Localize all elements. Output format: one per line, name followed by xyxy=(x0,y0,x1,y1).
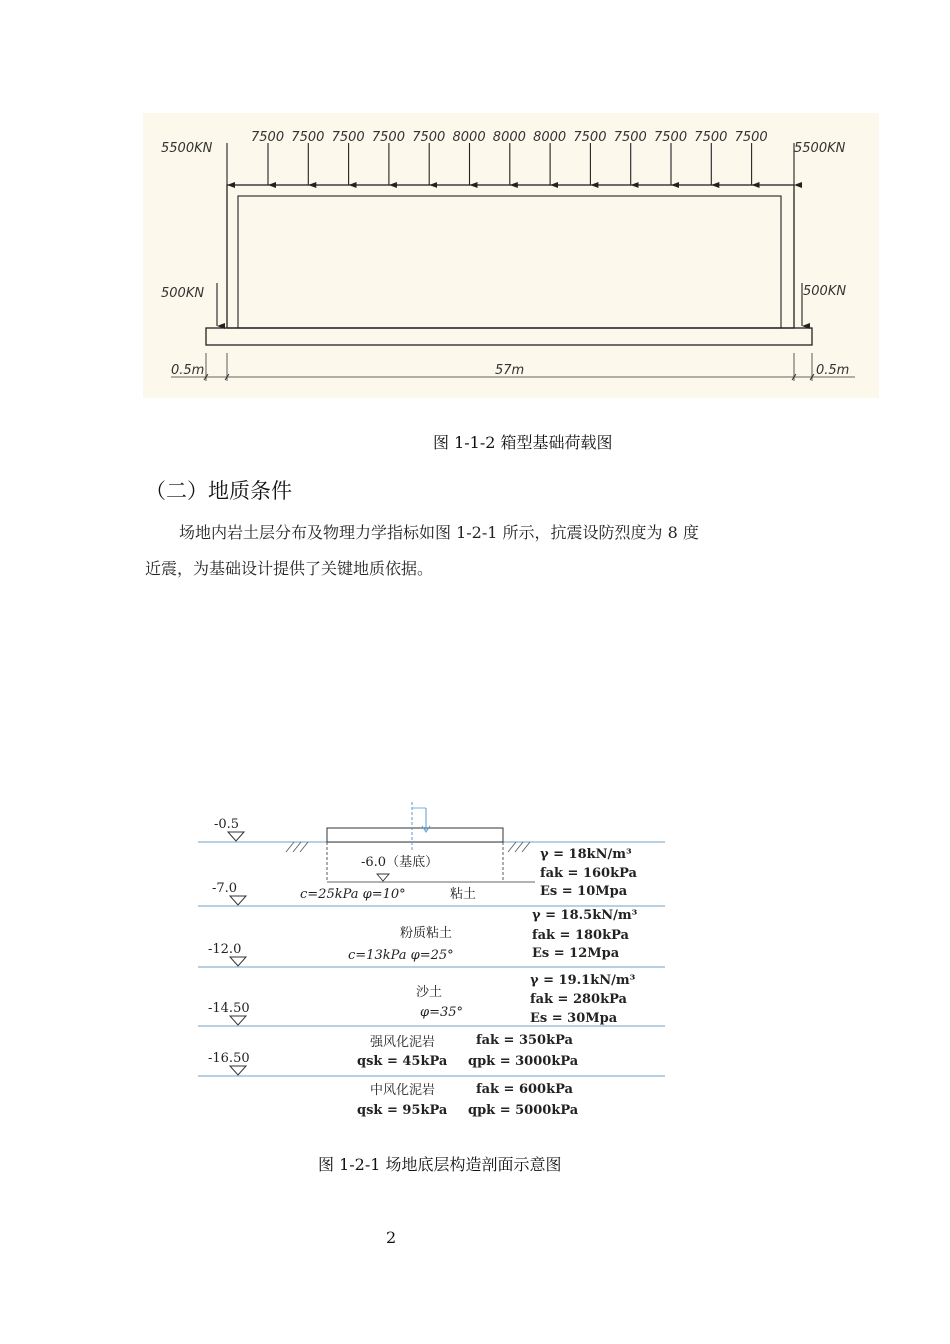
box-outer-wall xyxy=(227,185,794,328)
base-marker xyxy=(377,874,389,881)
box-foundation-load-figure xyxy=(143,113,879,398)
box-inner-wall xyxy=(238,196,781,328)
top-load-label: 7500 xyxy=(412,130,446,145)
figure1-caption: 图 1-1-2 箱型基础荷载图 xyxy=(433,433,613,452)
layer2-fak: fak = 180kPa xyxy=(532,928,629,943)
layer2-c-phi: c=13kPa φ=25° xyxy=(348,948,454,963)
dim-mid-label: 57m xyxy=(495,363,525,378)
layer5-name: 中风化泥岩 xyxy=(370,1083,436,1098)
layer4-fak: fak = 350kPa xyxy=(476,1033,573,1048)
elev-12: -12.0 xyxy=(208,942,242,957)
top-load-label: 7500 xyxy=(694,130,728,145)
layer2-name: 粉质粘土 xyxy=(400,926,453,941)
figure2-caption: 图 1-2-1 场地底层构造剖面示意图 xyxy=(318,1155,562,1174)
load-diagram-svg xyxy=(143,113,879,398)
top-load-label: 7500 xyxy=(291,130,325,145)
paragraph-line-1: 场地内岩土层分布及物理力学指标如图 1-2-1 所示，抗震设防烈度为 8 度 xyxy=(179,523,699,542)
section-svg xyxy=(190,800,670,1130)
page-number: 2 xyxy=(386,1228,397,1247)
base-label: -6.0（基底） xyxy=(361,855,439,870)
dim-left-label: 0.5m xyxy=(171,363,205,378)
elev-7: -7.0 xyxy=(212,881,238,896)
layer1-fak: fak = 160kPa xyxy=(540,866,637,881)
layer4-qsk: qsk = 45kPa xyxy=(357,1054,448,1069)
dimension-line xyxy=(171,353,855,381)
layer1-gamma: γ = 18kN/m³ xyxy=(540,847,632,862)
left-side-load-label: 500KN xyxy=(161,286,205,301)
section-heading: （二）地质条件 xyxy=(145,479,292,503)
top-load-label: 8000 xyxy=(452,130,486,145)
paragraph-line-2: 近震，为基础设计提供了关键地质依据。 xyxy=(145,559,434,578)
layer5-qsk: qsk = 95kPa xyxy=(357,1103,448,1118)
layer2-gamma: γ = 18.5kN/m³ xyxy=(532,908,638,923)
elev-14-5: -14.50 xyxy=(208,1001,250,1016)
layer4-qpk: qpk = 3000kPa xyxy=(468,1054,579,1069)
layer3-es: Es = 30Mpa xyxy=(530,1011,618,1026)
top-load-label: 8000 xyxy=(492,130,526,145)
layer3-fak: fak = 280kPa xyxy=(530,992,627,1007)
top-load-label: 7500 xyxy=(251,130,285,145)
layer3-name: 沙土 xyxy=(416,985,443,1000)
layer3-gamma: γ = 19.1kN/m³ xyxy=(530,973,636,988)
top-load-label: 7500 xyxy=(573,130,607,145)
top-load-label: 7500 xyxy=(331,130,365,145)
ground-hatch xyxy=(286,842,530,852)
dim-right-label: 0.5m xyxy=(816,363,850,378)
geological-section-figure xyxy=(190,800,670,1130)
top-load-label: 7500 xyxy=(613,130,647,145)
top-load-arrows xyxy=(268,143,752,185)
top-load-label: 7500 xyxy=(734,130,768,145)
layer5-fak: fak = 600kPa xyxy=(476,1082,573,1097)
elev-0-5: -0.5 xyxy=(214,817,240,832)
top-load-label: 8000 xyxy=(533,130,567,145)
foundation-slab xyxy=(206,328,812,345)
layer1-name: 粘土 xyxy=(450,887,477,902)
layer2-es: Es = 12Mpa xyxy=(532,946,620,961)
top-load-labels xyxy=(251,130,768,145)
left-column-load-label: 5500KN xyxy=(161,141,213,156)
top-load-label: 7500 xyxy=(371,130,405,145)
right-side-load-label: 500KN xyxy=(803,284,847,299)
layer1-es: Es = 10Mpa xyxy=(540,884,628,899)
layer3-phi: φ=35° xyxy=(420,1005,464,1020)
layer5-qpk: qpk = 5000kPa xyxy=(468,1103,579,1118)
top-load-label: 7500 xyxy=(654,130,688,145)
layer4-name: 强风化泥岩 xyxy=(370,1035,436,1050)
right-column-load-label: 5500KN xyxy=(794,141,846,156)
foundation-block xyxy=(327,828,503,842)
elev-16-5: -16.50 xyxy=(208,1051,250,1066)
layer1-c-phi: c=25kPa φ=10° xyxy=(300,887,406,902)
